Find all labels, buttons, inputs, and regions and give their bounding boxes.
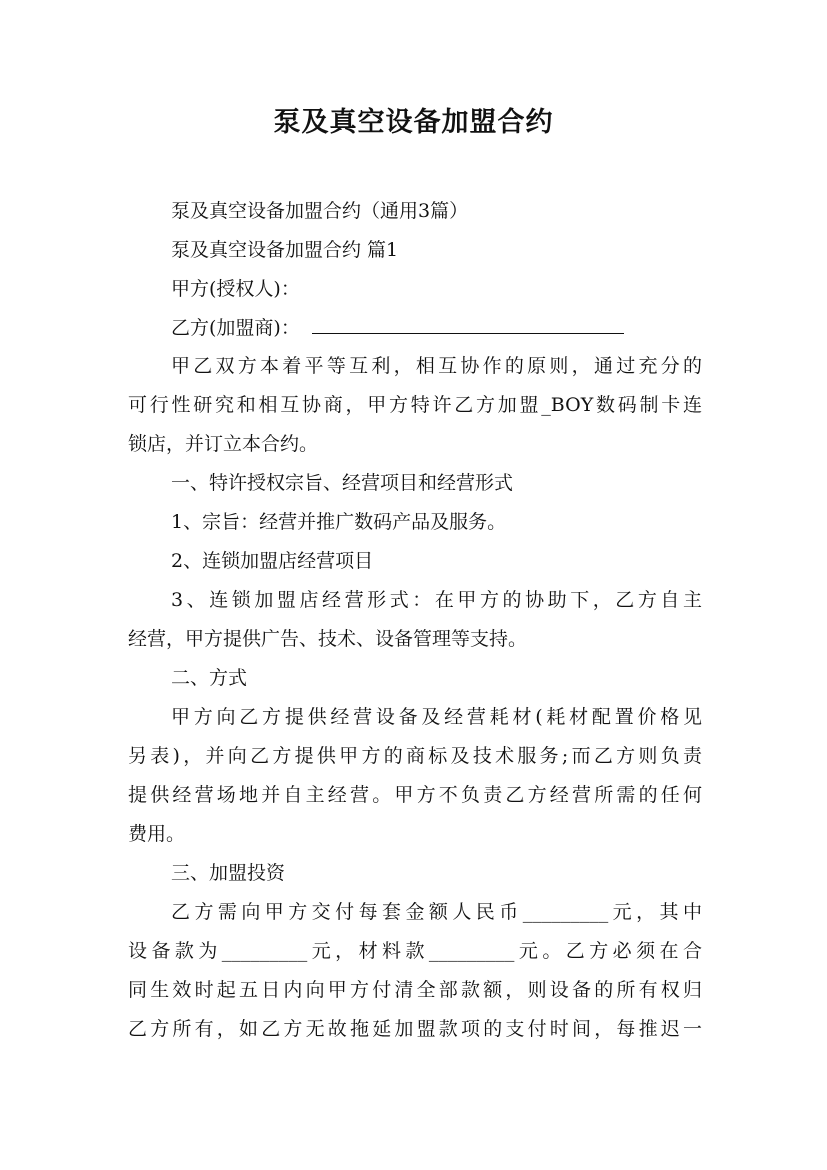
party-b-label: 乙方(加盟商)：: [171, 317, 300, 339]
clause-item: 1、宗旨：经营并推广数码产品及服务。: [171, 511, 507, 533]
clause-item: 3、连锁加盟店经营形式：在甲方的协助下，乙方自主: [171, 589, 702, 611]
paragraph-line: 同生效时起五日内向甲方付清全部款额，则设备的所有权归: [128, 979, 702, 1001]
paragraph-line: 乙方所有，如乙方无故拖延加盟款项的支付时间，每推迟一: [128, 1018, 702, 1040]
paragraph-line: 乙方需向甲方交付每套金额人民币_________元，其中: [171, 901, 702, 923]
paragraph-line: 费用。: [128, 823, 186, 845]
clause-item: 2、连锁加盟店经营项目: [171, 550, 374, 572]
paragraph-line: 甲乙双方本着平等互利，相互协作的原则，通过充分的: [171, 355, 702, 377]
paragraph-line: 锁店，并订立本合约。: [128, 433, 319, 455]
party-b-blank: [312, 315, 624, 334]
section-heading: 泵及真空设备加盟合约 篇1: [171, 239, 399, 261]
party-b-line: [171, 315, 702, 341]
document-title: 泵及真空设备加盟合约: [273, 107, 554, 138]
subtitle-line: 泵及真空设备加盟合约（通用3篇）: [171, 200, 469, 222]
paragraph-line: 设备款为_________元，材料款_________元。乙方必须在合: [128, 940, 702, 962]
clause-heading: 一、特许授权宗旨、经营项目和经营形式: [171, 472, 514, 494]
party-a-label: 甲方(授权人)：: [171, 278, 300, 300]
paragraph-line: 另表)，并向乙方提供甲方的商标及技术服务;而乙方则负责: [128, 745, 702, 767]
clause-heading: 三、加盟投资: [171, 862, 286, 884]
paragraph-line: 可行性研究和相互协商，甲方特许乙方加盟_BOY数码制卡连: [128, 394, 702, 416]
clause-item: 经营，甲方提供广告、技术、设备管理等支持。: [128, 628, 528, 650]
clause-heading: 二、方式: [171, 667, 248, 689]
paragraph-line: 甲方向乙方提供经营设备及经营耗材(耗材配置价格见: [171, 706, 702, 728]
paragraph-line: 提供经营场地并自主经营。甲方不负责乙方经营所需的任何: [128, 784, 702, 806]
